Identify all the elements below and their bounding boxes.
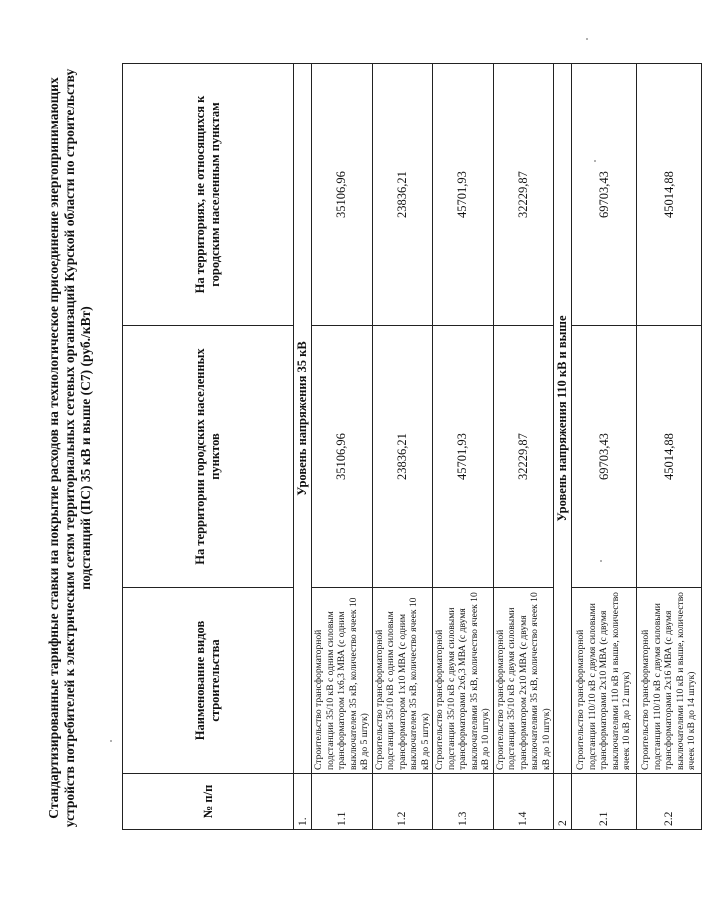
row-name: Строительство трансформаторной подстанции 35/10 кВ с одним силовым трансформатором 1х6,3 МВА (с одним выключателем 35 кВ, количество ячеек 10 кВ до 5 штук) [312,587,373,773]
table-header-row [123,63,294,829]
section-row [554,63,572,829]
table-row [493,63,554,829]
rotated-sheet [40,48,698,858]
section-title: Уровень напряжения 110 кВ и выше [554,63,572,773]
section-title: Уровень напряжения 35 кВ [294,63,312,773]
table-row [372,63,433,829]
header-num: № п/п [123,773,294,829]
tariff-table [122,63,702,830]
row-urban-value: 35106,96 [312,325,373,587]
row-num: 1.1 [312,773,373,829]
row-num: 1.3 [433,773,494,829]
row-rural-value: 32229,87 [493,63,554,325]
header-rural: На территориях, не относящихся к городским населенным пунктам [123,63,294,325]
row-urban-value: 69703,43 [572,325,637,587]
row-urban-value: 45701,93 [433,325,494,587]
row-name: Строительство трансформаторной подстанции 35/10 кВ с двумя силовыми трансформаторами 2х6,3 МВА (с двумя выключателями 35 кВ, количество ячеек 10 кВ до 10 штук) [433,587,494,773]
section-num: 1. [294,773,312,829]
row-name: Строительство трансформаторной подстанции 35/10 кВ с двумя силовыми трансформатором 2х10 МВА (с двумя выключателями 35 кВ, количество ячеек 10 кВ до 10 штук) [493,587,554,773]
document-title: Стандартизированные тарифные ставки на покрытие расходов на технологическое присоединение энергопринимающих устройств потребителей к электрическим сетям территориальных сетевых организаций Курской области по строительству подстанций (ПС) 35 кВ и выше (С7) (руб./кВт) [46,68,93,827]
row-urban-value: 32229,87 [493,325,554,587]
row-rural-value: 23836,21 [372,63,433,325]
row-rural-value: 45701,93 [433,63,494,325]
row-num: 1.4 [493,773,554,829]
row-name: Строительство трансформаторной подстанции 110/10 кВ с двумя силовыми трансформаторами 2х10 МВА (с двумя выключателями 110 кВ и выше, количество ячеек 10 кВ до 12 штук) [572,587,637,773]
scan-speck [586,38,588,40]
row-rural-value: 35106,96 [312,63,373,325]
header-name: Наименование видов строительства [123,587,294,773]
table-row [433,63,494,829]
table-row [572,63,637,829]
table-row [637,63,702,829]
row-num: 1.2 [372,773,433,829]
row-num: 2.2 [637,773,702,829]
row-name: Строительство трансформаторной подстанции 35/10 кВ с одним силовым трансформатором 1х10 МВА (с одним выключателем 35 кВ, количество ячеек 10 кВ до 5 штук) [372,587,433,773]
row-num: 2.1 [572,773,637,829]
row-rural-value: 69703,43 [572,63,637,325]
row-name: Строительство трансформаторной подстанции 110/10 кВ с двумя силовыми трансформаторами 2х16 МВА (с двумя выключателями 110 кВ и выше, количество ячеек 10 кВ до 14 штук) [637,587,702,773]
table-row [312,63,373,829]
row-urban-value: 45014,88 [637,325,702,587]
section-row [294,63,312,829]
row-rural-value: 45014,88 [637,63,702,325]
header-urban: На территории городских населенных пунктов [123,325,294,587]
row-urban-value: 23836,21 [372,325,433,587]
section-num: 2 [554,773,572,829]
